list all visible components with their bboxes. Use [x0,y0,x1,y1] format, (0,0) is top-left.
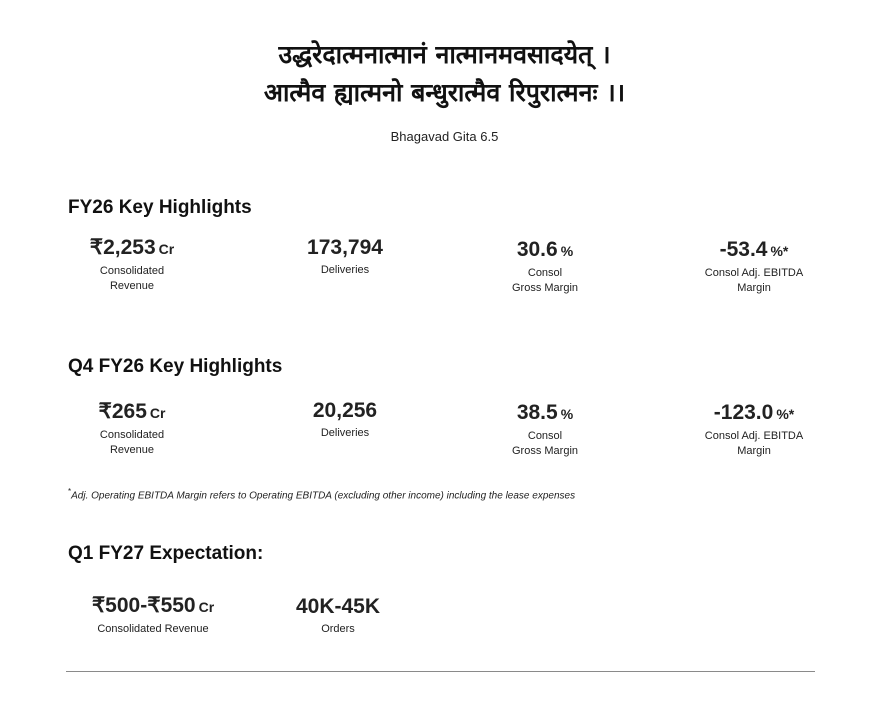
metric-value: 38.5 % [516,401,574,424]
metric-value: ₹500-₹550 Cr [91,594,215,617]
quote-source: Bhagavad Gita 6.5 [390,129,499,144]
metric-value: ₹2,253 Cr [89,236,175,259]
q4fy26-gross-margin-metric [460,401,630,459]
metric-label: Consol Gross Margin [511,267,579,294]
q4fy26-section-title: Q4 FY26 Key Highlights [68,356,283,377]
q1fy27-revenue-metric [58,594,248,637]
metric-value: -53.4 %* [719,238,789,261]
metric-label: Consolidated Revenue [97,623,209,635]
metric-value: 30.6 % [516,238,574,261]
metric-label: Consol Gross Margin [511,430,579,457]
quote-line-2: आत्मैव ह्यात्मनो बन्धुरात्मैव रिपुरात्मनः ।। [263,78,626,107]
q4fy26-deliveries-metric [260,399,430,441]
metric-value: 173,794 [307,236,383,259]
metric-value: 40K-45K [295,595,381,618]
metric-label: Consolidated Revenue [99,265,165,292]
q1fy27-orders-metric [253,595,423,637]
q4fy26-revenue-metric [47,400,217,458]
fy26-section-title: FY26 Key Highlights [68,197,252,218]
quote-line-1: उद्धरेदात्मनात्मानं नात्मानमवसादयेत् । [278,40,611,69]
q1fy27-section-title: Q1 FY27 Expectation: [68,543,264,564]
metric-value: 20,256 [312,399,378,422]
footnote-text: Adj. Operating EBITDA Margin refers to Operating EBITDA (excluding other income) including the lease expenses [71,490,576,502]
fy26-deliveries-metric [260,236,430,278]
metric-label: Orders [321,623,355,635]
q4fy26-ebitda-margin-metric [669,401,839,459]
metric-value: ₹265 Cr [98,400,166,423]
metric-label: Deliveries [320,427,370,439]
fy26-revenue-metric [47,236,217,294]
sanskrit-quote [0,36,889,112]
ebitda-footnote [68,487,575,501]
metric-value: -123.0 %* [713,401,795,424]
metric-label: Consol Adj. EBITDA Margin [704,430,804,457]
footnote-marker: * [68,487,72,496]
fy26-ebitda-margin-metric [669,238,839,296]
bottom-divider [66,671,815,672]
fy26-gross-margin-metric [460,238,630,296]
metric-label: Consol Adj. EBITDA Margin [704,267,804,294]
metric-label: Consolidated Revenue [99,429,165,456]
metric-label: Deliveries [320,264,370,276]
